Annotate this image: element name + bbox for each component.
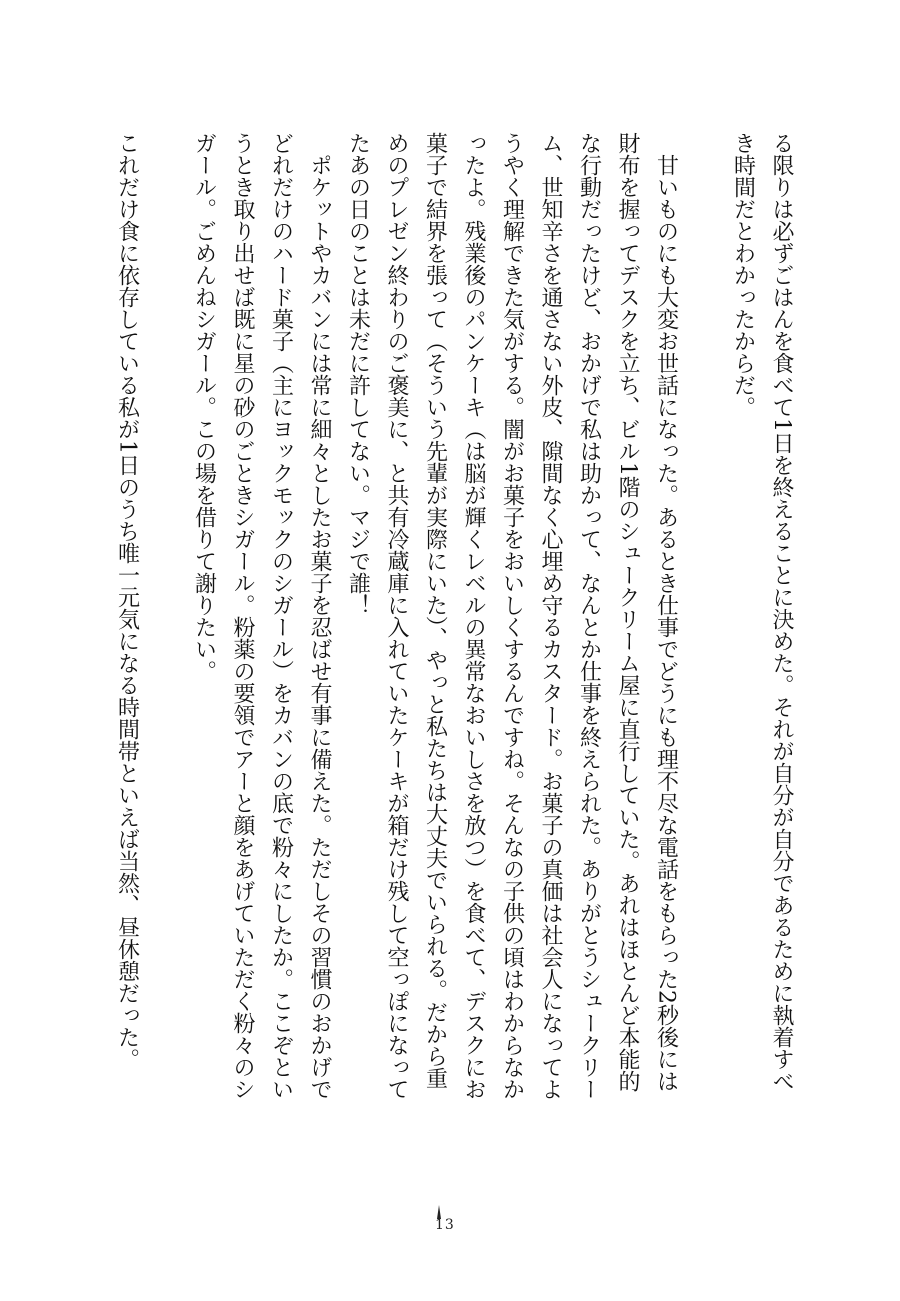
page-number-text: 13 [435, 1217, 455, 1233]
text-line: る限りは必ずごはんを食べて1日を終えることに決めた。それが自分が自分であるために執着すべ [769, 132, 794, 1092]
text-line: どれだけのハード菓子（主にヨックモックのシガール）をカバンの底で粉々にしたか。ここぞとい [268, 132, 294, 1100]
text-line: 甘いものにも大変お世話になった。あるとき仕事でどうにも理不尽な電話をもらった2秒後には [653, 132, 679, 1092]
text-line: ガール。ごめんねシガール。この場を借りて謝りたい。 [191, 132, 217, 682]
text-line: めのプレゼン終わりのご褒美に、と共有冷蔵庫に入れていたケーキが箱だけ残して空っぽになって [384, 132, 409, 1100]
text-line: うやく理解できた気がする。闇がお菓子をおいしくするんですね。そんなの子供の頃はわからなか [499, 132, 525, 1100]
text-line: な行動だったけど、おかげで私は助かって、なんとか仕事を終えられた。ありがとうシュークリー [576, 132, 602, 1100]
text-line: ポケットやカバンには常に細々としたお菓子を忍ばせ有事に備えた。ただしその習慣のおかげで [307, 132, 332, 1100]
text-line: ったよ。残業後のパンケーキ（は脳が輝くレベルの異常なおいしさを放つ）を食べて、デスクにお [461, 132, 486, 1100]
page-number [420, 1205, 480, 1235]
text-line: き時間だとわかったからだ。 [730, 132, 756, 418]
body-text [114, 132, 800, 1100]
blank-line [146, 132, 185, 1092]
text-line: 菓子で結界を張って（そういう先輩が実際にいた）、やっと私たちは大丈夫でいられる。だから重 [422, 132, 448, 1089]
text-line: これだけ食に依存している私が1日のうち唯一元気になる時間帯といえば当然、昼休憩だった。 [114, 132, 140, 1070]
text-line: 財布を握ってデスクを立ち、ビル1階のシュークリーム屋に直行していた。あれはほとんど本能的 [615, 132, 640, 1092]
text-line: うとき取り出せば既に星の砂のごときシガール。粉薬の要領でアーと顔をあげていただく粉々のシ [230, 132, 255, 1100]
text-line: たあの日のことは未だに許してない。マジで誰！ [345, 132, 371, 616]
text-line: ム、世知辛さを通さない外皮、隙間なく心埋め守るカスタード。お菓子の真価は社会人になってよ [538, 132, 563, 1100]
blank-line [685, 132, 724, 1092]
